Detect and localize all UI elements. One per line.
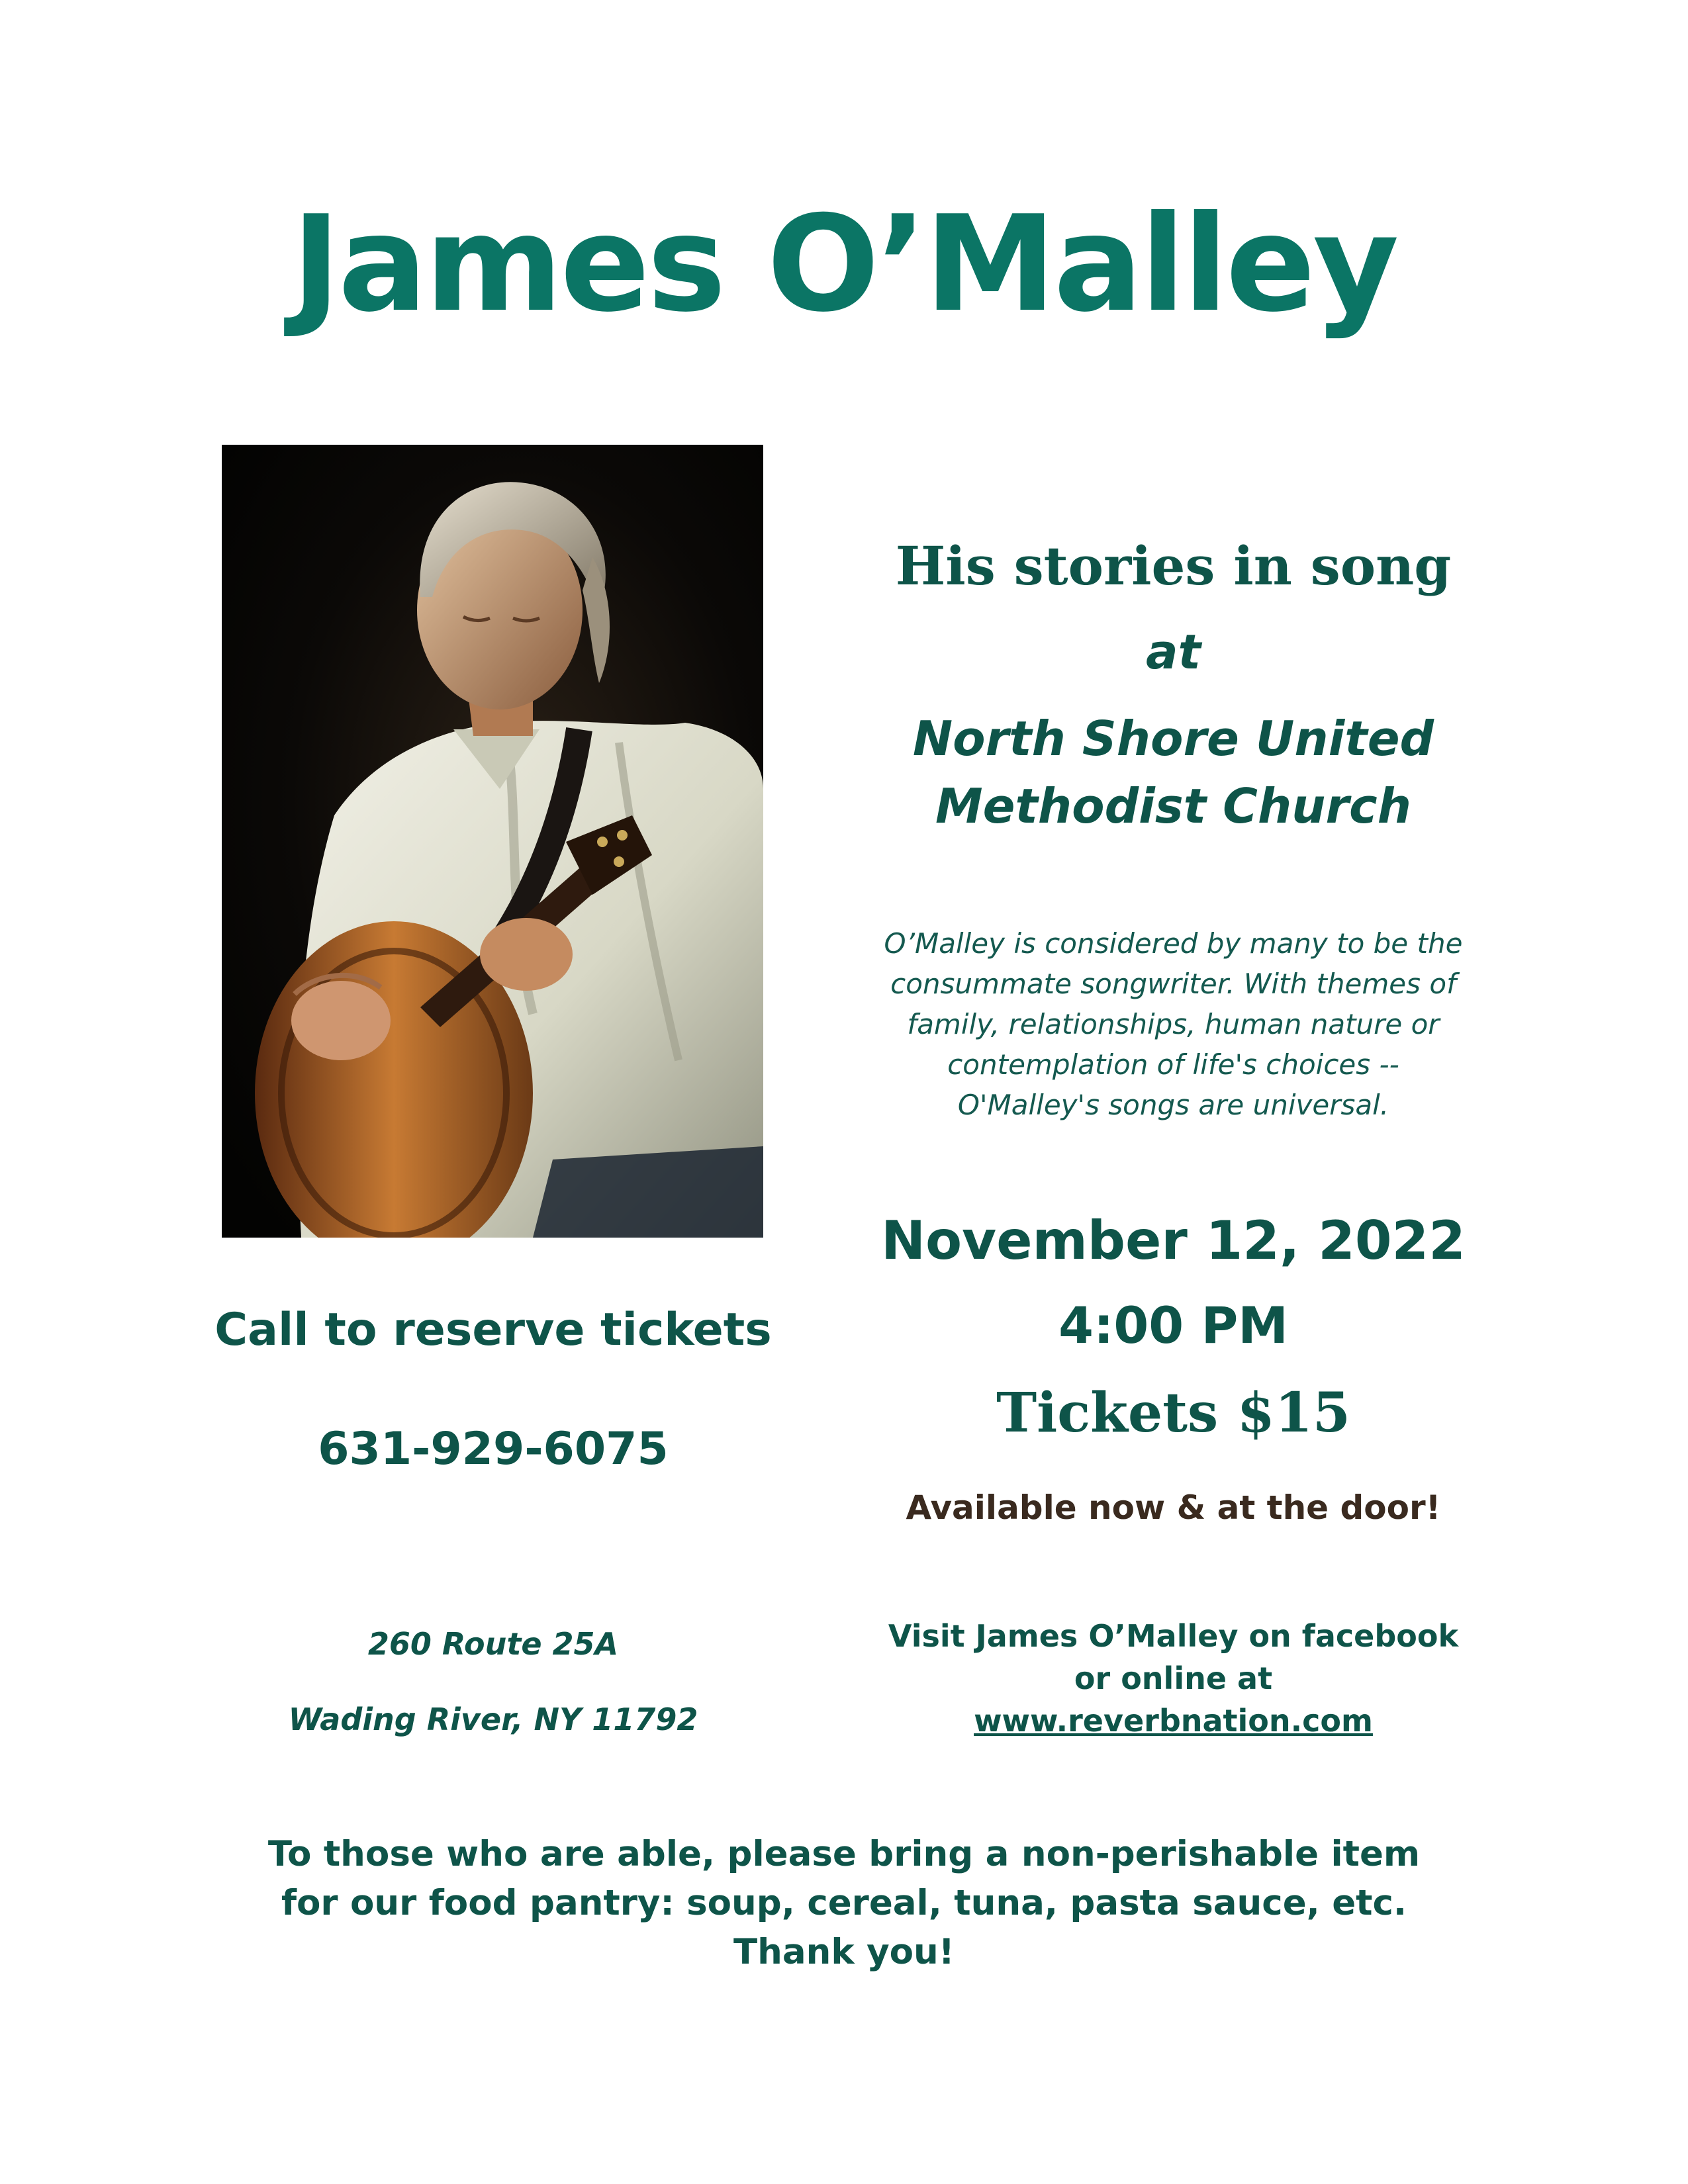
ticket-availability: Available now & at the door!	[906, 1488, 1441, 1527]
description-line: consummate songwriter. With themes of	[890, 968, 1456, 1000]
venue-name	[821, 705, 1526, 840]
address-city: Wading River, NY 11792	[288, 1702, 698, 1737]
reserve-tickets-label: Call to reserve tickets	[214, 1304, 772, 1356]
venue-name-line-2: Methodist Church	[935, 778, 1411, 834]
description-line: family, relationships, human nature or	[907, 1008, 1440, 1040]
footer-line-3: Thank you!	[733, 1932, 955, 1972]
venue-name-line-1: North Shore United	[912, 711, 1434, 766]
address-street: 260 Route 25A	[367, 1626, 619, 1662]
reverbnation-link[interactable]: www.reverbnation.com	[974, 1703, 1373, 1739]
performer-photo-illustration	[222, 445, 763, 1238]
description-line: O'Malley's songs are universal.	[957, 1089, 1389, 1121]
event-date: November 12, 2022	[881, 1210, 1466, 1271]
event-subtitle: His stories in song	[895, 535, 1452, 597]
performer-photo	[222, 445, 763, 1238]
page-title: James O’Malley	[291, 187, 1397, 341]
visit-line-1: Visit James O’Malley on facebook	[888, 1618, 1459, 1654]
visit-line-2: or online at	[1074, 1661, 1273, 1696]
description-line: O’Malley is considered by many to be the	[884, 927, 1463, 960]
footer-line-2: for our food pantry: soup, cereal, tuna, pasta sauce, etc.	[281, 1883, 1407, 1923]
reservation-phone[interactable]: 631-929-6075	[318, 1423, 669, 1475]
event-time: 4:00 PM	[1058, 1296, 1288, 1355]
performer-description	[821, 923, 1526, 1125]
event-at-word: at	[1145, 624, 1201, 680]
food-pantry-note	[0, 1830, 1688, 1977]
ticket-price: Tickets $15	[996, 1381, 1350, 1445]
description-line: contemplation of life's choices --	[947, 1048, 1399, 1081]
visit-info	[821, 1615, 1526, 1742]
footer-line-1: To those who are able, please bring a non-perishable item	[267, 1834, 1421, 1874]
